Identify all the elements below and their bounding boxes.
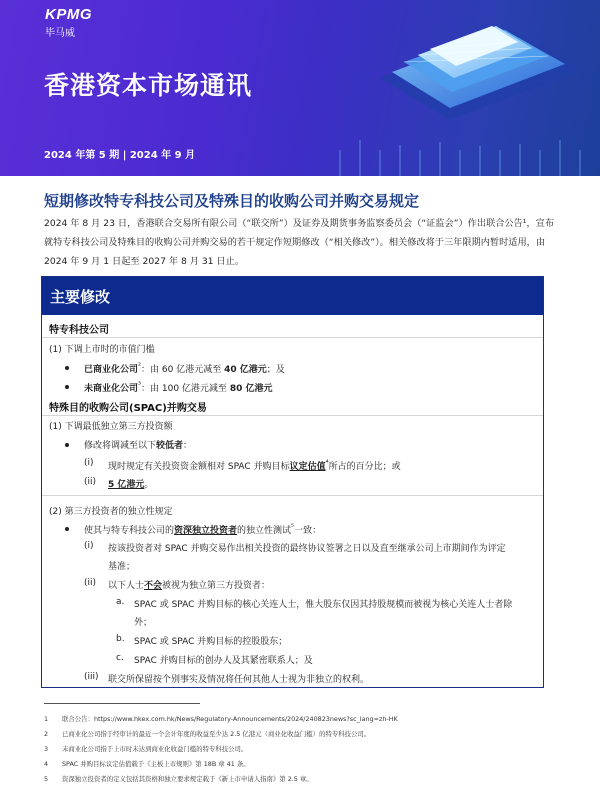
article-intro: 2024 年 8 月 23 日，香港联合交易所有限公司（“联交所”）及证券及期货事务监察委员会（“证监会”）作出联合公告¹，宣布就特专科技公司及特殊目的收购公司并购交易的若干规定作短期修改（“相关修改”）。相关修改将于三年限期内暂时适用，由 2024 年 9 月 1 日起至 2027 年 8 月 31 日止。 <box>44 218 555 267</box>
publication-title: 香港资本市场通讯 <box>44 71 253 100</box>
list-item-number: (ii) <box>84 477 97 487</box>
bullet-icon <box>65 385 69 389</box>
list-item-letter: a. <box>116 597 125 607</box>
list-item: (1) 下调上市时的市值门槛 <box>49 345 155 355</box>
list-item-number: (i) <box>84 458 94 468</box>
list-item-number: (iii) <box>84 672 99 682</box>
section-heading-spac: 特殊目的收购公司(SPAC)并购交易 <box>49 403 207 414</box>
list-item: (2) 第三方投资者的独立性规定 <box>49 507 173 517</box>
list-item: SPAC 或 SPAC 并购目标的核心关连人士，惟大股东仅因其持股规模而被视为核心关连人士者除 <box>134 600 513 610</box>
section-heading-specialist-tech: 特专科技公司 <box>49 325 109 336</box>
list-item: 使其与特专科技公司的资深独立投资者的独立性测试$^{^5}$一致： <box>84 522 322 536</box>
list-item: (1) 下调最低独立第三方投资额 <box>49 422 173 432</box>
list-item-letter: c. <box>116 653 124 663</box>
list-item-continued: 基准； <box>108 562 136 572</box>
divider <box>42 495 543 496</box>
divider <box>42 415 543 416</box>
issue-info: 2024 年第 5 期 | 2024 年 9 月 <box>44 150 196 161</box>
box-title: 主要修改 <box>42 277 543 315</box>
chip-illustration <box>300 0 600 176</box>
list-item: 按该投资者对 SPAC 并购交易作出相关投资的最终协议签署之日以及直至继承公司上市期间作为评定 <box>108 544 506 554</box>
cover-banner <box>0 0 600 176</box>
logo-subtitle: 毕马威 <box>45 28 75 39</box>
list-item-letter: b. <box>116 634 125 644</box>
footnote-2: 2 已商业化公司指于经审计的最近一个会计年度的收益至少达 2.5 亿港元（商业化收益门槛）的特专科技公司。 <box>44 730 371 738</box>
bullet-icon <box>65 366 69 370</box>
bullet-icon <box>65 443 69 447</box>
list-item-continued: 外； <box>134 618 153 628</box>
list-item: SPAC 并购目标的创办人及其紧密联系人；及 <box>134 656 313 666</box>
list-item: 现时规定有关投资资金额相对 SPAC 并购目标议定估值$^{^4}$所占的百分比；或 <box>108 458 401 472</box>
list-item: 以下人士不会被视为独立第三方投资者： <box>108 581 271 591</box>
list-item: 未商业化公司$^{^3}$：由 100 亿港元减至 80 亿港元 <box>84 380 273 394</box>
list-item: 修改将调减至以下较低者： <box>84 441 193 451</box>
divider <box>42 337 543 338</box>
footnote-divider <box>44 703 200 704</box>
article-headline: 短期修改特专科技公司及特殊目的收购公司并购交易规定 <box>44 192 420 210</box>
list-item-number: (ii) <box>84 578 97 588</box>
kpmg-logo: KPMG <box>45 6 92 23</box>
footnote-4: 4 SPAC 并购目标议定估值载于《主板上市规则》第 18B 章 41 条。 <box>44 760 250 768</box>
list-item: 联交所保留按个别事实及情况将任何其他人士视为非独立的权利。 <box>108 675 370 685</box>
list-item-number: (i) <box>84 541 94 551</box>
footnote-3: 3 未商业化公司指于上市时未达到商业化收益门槛的特专科技公司。 <box>44 745 248 753</box>
footnote-5: 5 资深独立投资者的定义包括其资格和独立要求规定载于《新上市申请人指南》第 2.5 章。 <box>44 775 313 783</box>
footnote-1: 1 联合公告：https://www.hkex.com.hk/News/Regulatory-Announcements/2024/240823news?sc_lang=zh-HK <box>44 715 398 723</box>
list-item: 5 亿港元。 <box>108 480 154 490</box>
list-item: 已商业化公司$^{^2}$：由 60 亿港元减至 40 亿港元；及 <box>84 361 285 375</box>
key-changes-box <box>41 276 544 688</box>
list-item: SPAC 或 SPAC 并购目标的控股股东； <box>134 637 288 647</box>
bullet-icon <box>65 527 69 531</box>
